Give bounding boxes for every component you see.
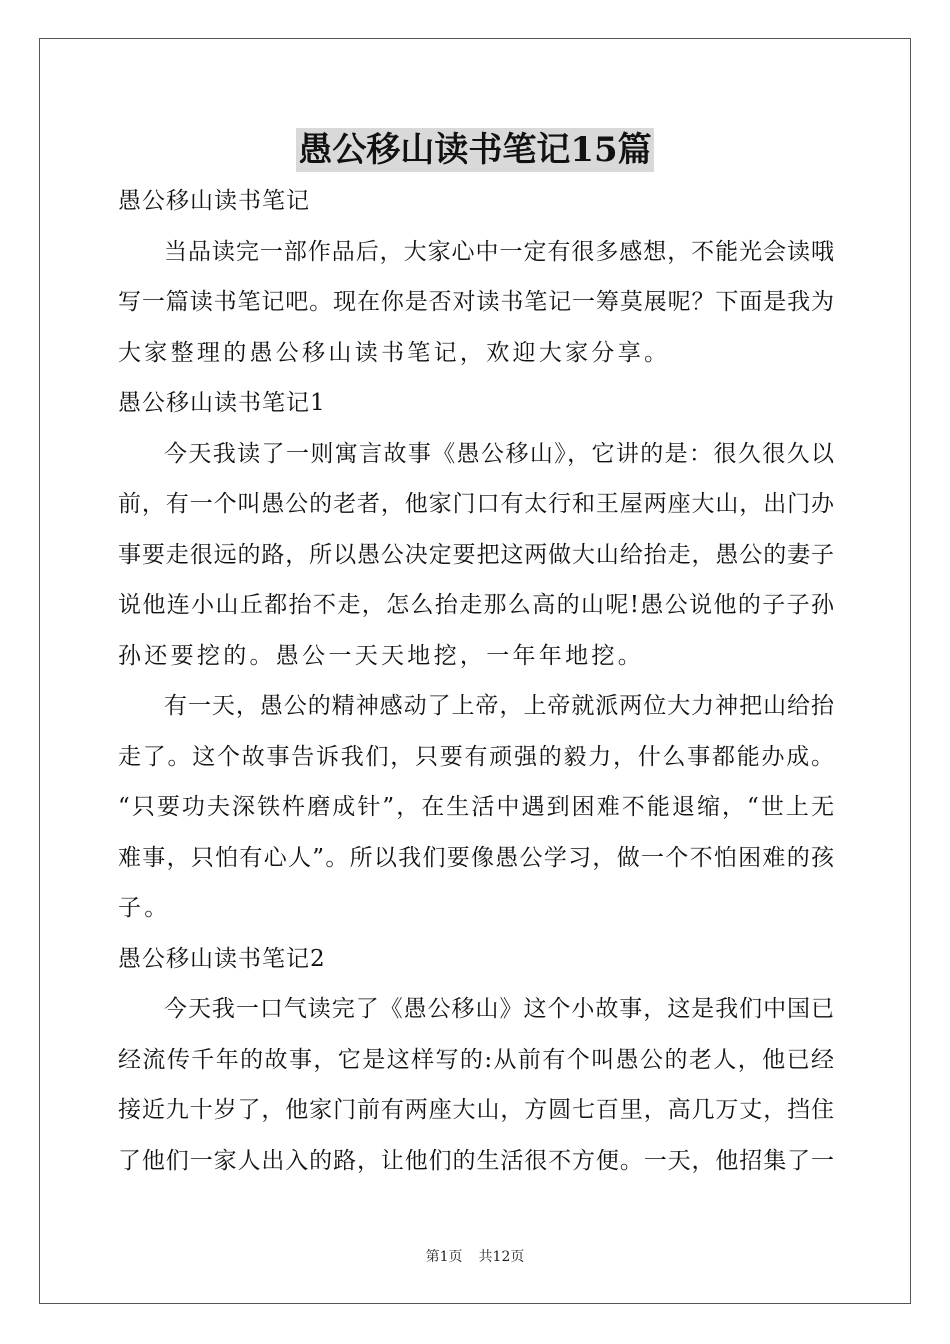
paragraph-line: 孙还要挖的。愚公一天天地挖，一年年地挖。 <box>118 642 644 669</box>
paragraph-line: 了他们一家人出入的路，让他们的生活很不方便。一天，他招集了一 <box>118 1147 834 1174</box>
paragraph-line: 难事，只怕有心人”。所以我们要像愚公学习，做一个不怕困难的孩 <box>118 844 834 871</box>
section-heading: 愚公移山读书笔记 <box>118 188 310 214</box>
document-title: 愚公移山读书笔记15篇 <box>298 130 652 170</box>
section-heading: 愚公移山读书笔记2 <box>118 945 326 972</box>
paragraph-line: 当品读完一部作品后，大家心中一定有很多感想，不能光会读哦 <box>164 238 834 265</box>
page-footer <box>0 1247 950 1267</box>
paragraph-line: 前，有一个叫愚公的老者，他家门口有太行和王屋两座大山，出门办 <box>118 491 834 517</box>
title-container <box>0 128 950 172</box>
paragraph-line: 子。 <box>118 895 171 921</box>
paragraph-line: 经流传千年的故事，它是这样写的:从前有个叫愚公的老人，他已经 <box>118 1046 834 1073</box>
section-heading: 愚公移山读书笔记1 <box>118 390 326 416</box>
paragraph-line: 走了。这个故事告诉我们，只要有顽强的毅力，什么事都能办成。 <box>118 743 834 770</box>
paragraph-line: 有一天，愚公的精神感动了上帝，上帝就派两位大力神把山给抬 <box>164 693 834 719</box>
paragraph-line: 大家整理的愚公移山读书笔记，欢迎大家分享。 <box>118 339 671 366</box>
page-total: 共12页 <box>478 1249 525 1265</box>
paragraph-line: 写一篇读书笔记吧。现在你是否对读书笔记一筹莫展呢？下面是我为 <box>118 289 834 315</box>
paragraph-line: 今天我读了一则寓言故事《愚公移山》，它讲的是：很久很久以 <box>164 440 834 467</box>
paragraph-line: 今天我一口气读完了《愚公移山》这个小故事，这是我们中国已 <box>164 996 834 1022</box>
paragraph-line: “只要功夫深铁杵磨成针”，在生活中遇到困难不能退缩，“世上无 <box>118 794 834 820</box>
document-body <box>118 176 834 1186</box>
paragraph-line: 接近九十岁了，他家门前有两座大山，方圆七百里，高几万丈，挡住 <box>118 1097 834 1123</box>
page-number: 第1页 <box>425 1249 463 1265</box>
paragraph-line: 事要走很远的路，所以愚公决定要把这两做大山给抬走，愚公的妻子 <box>118 541 834 568</box>
paragraph-line: 说他连小山丘都抬不走，怎么抬走那么高的山呢!愚公说他的子子孙 <box>118 592 834 618</box>
